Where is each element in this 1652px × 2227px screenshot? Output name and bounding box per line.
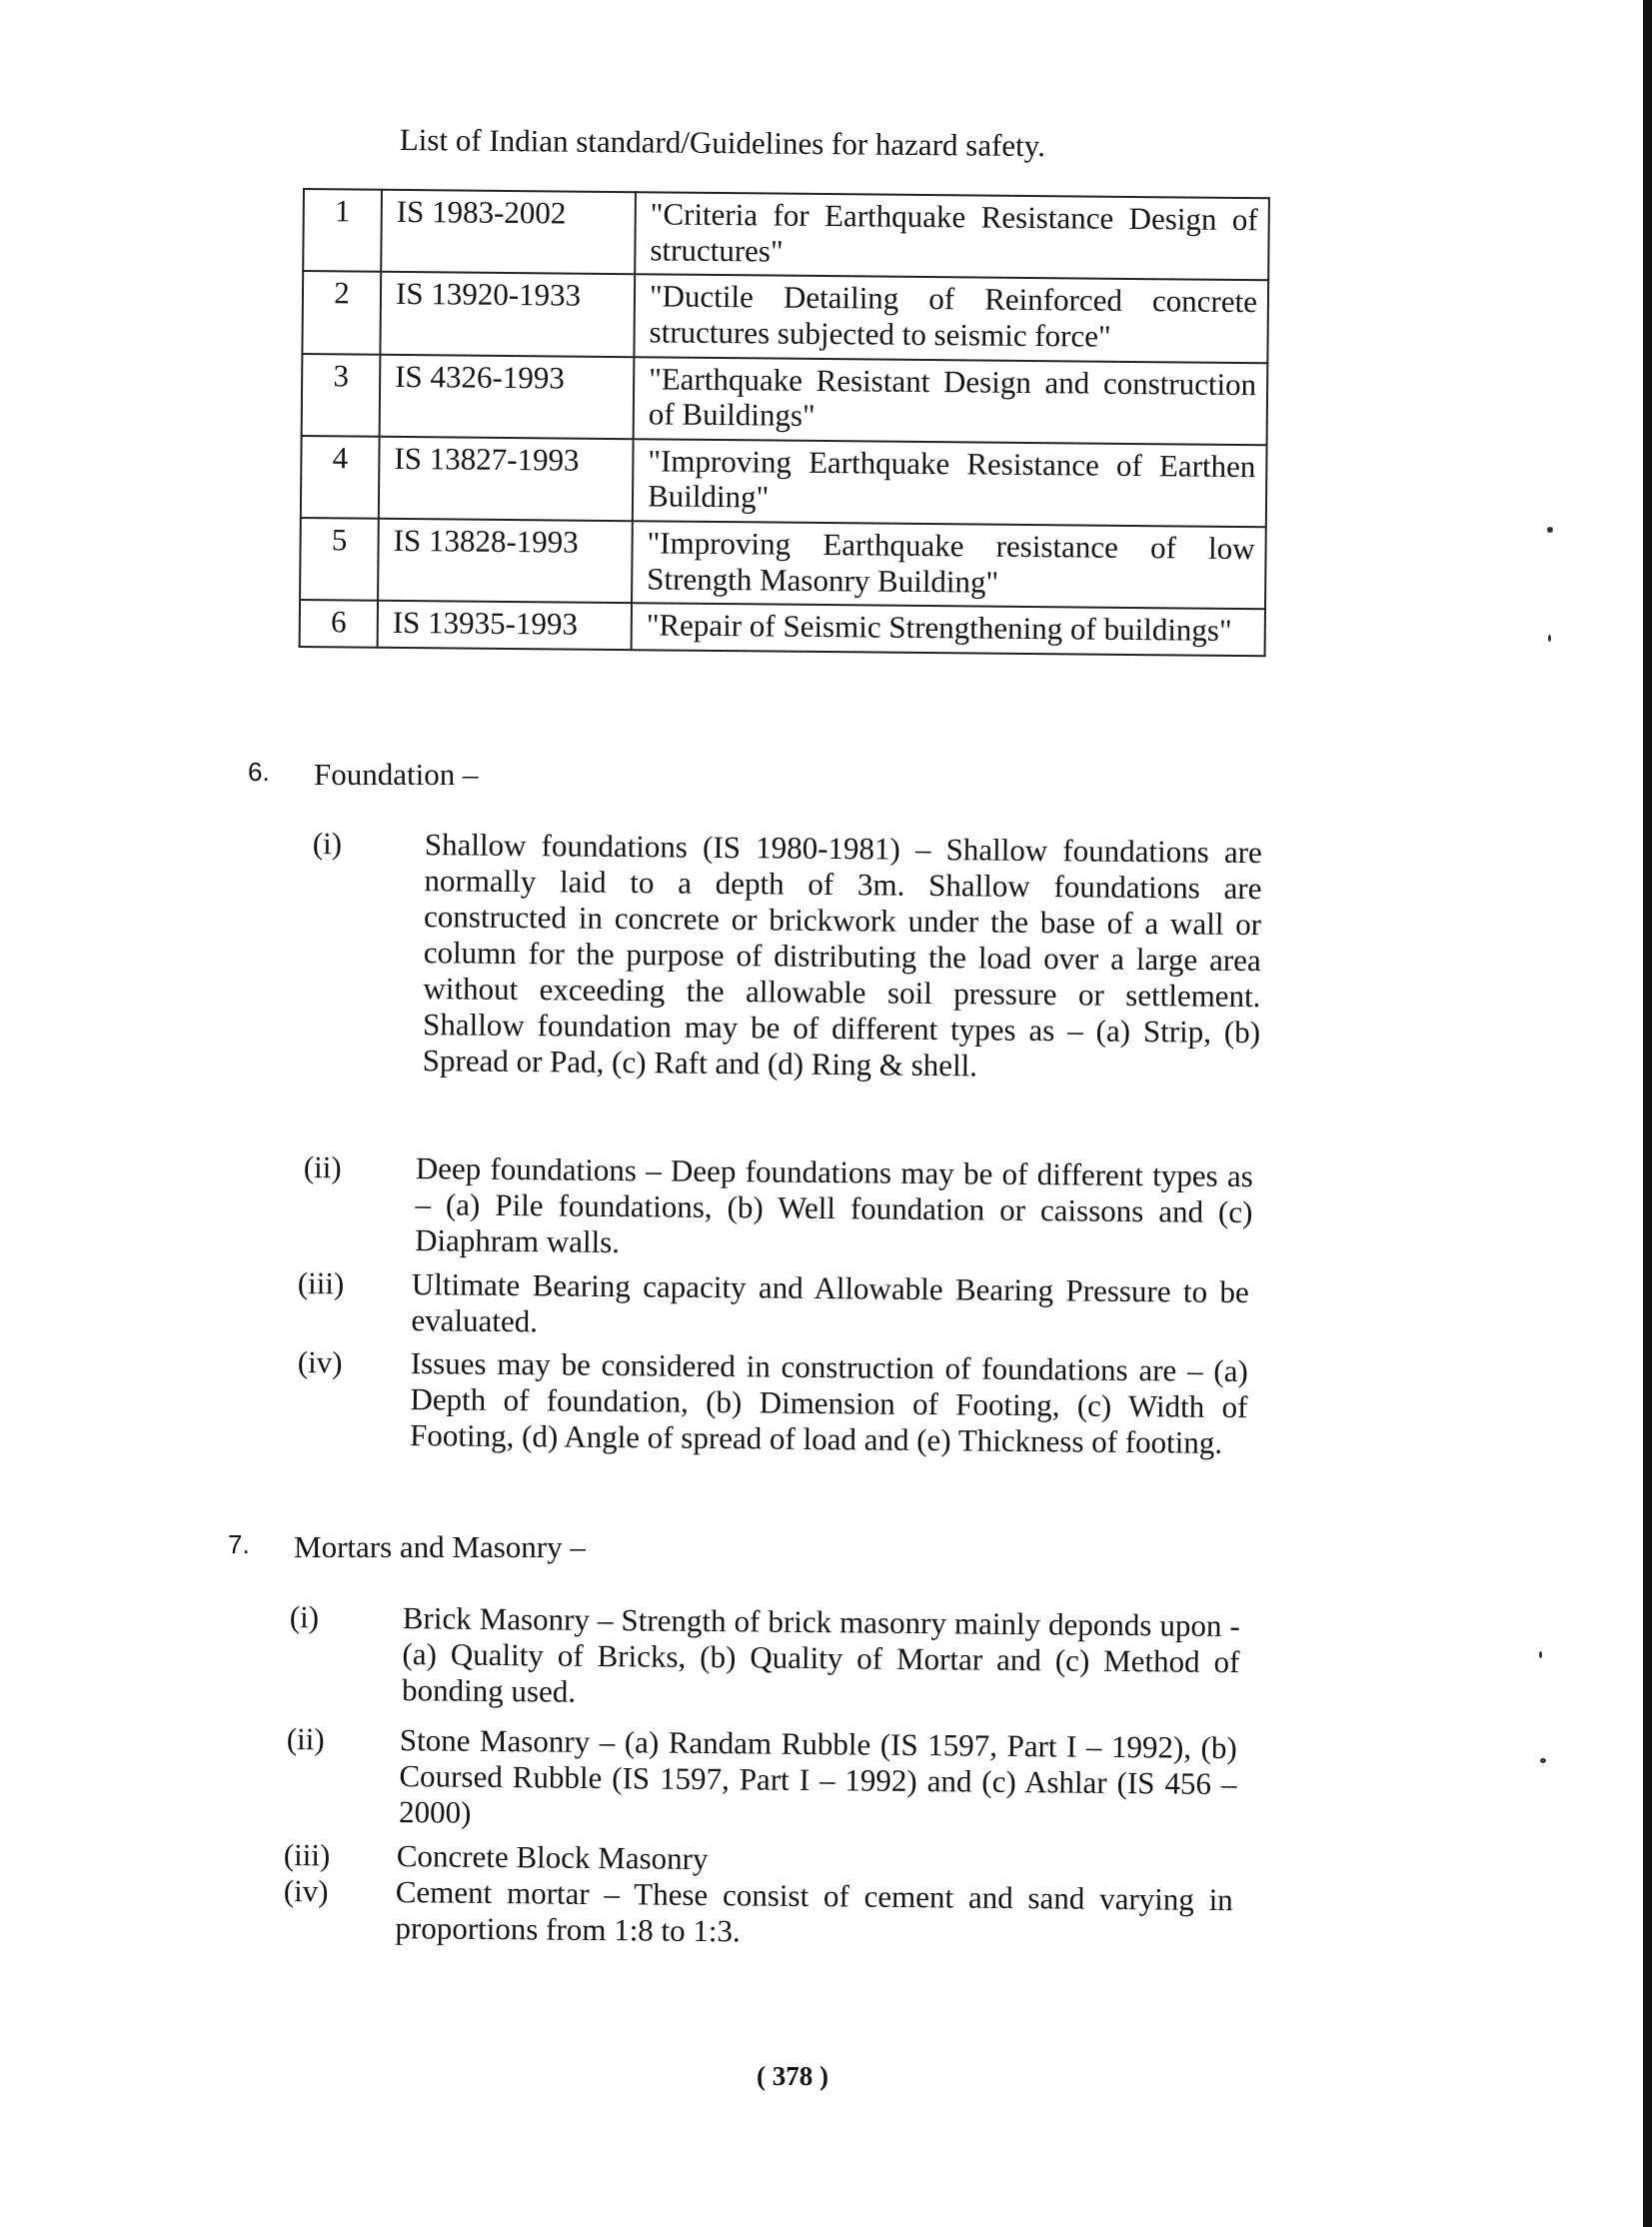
page-number: ( 378 ): [757, 2061, 828, 2091]
section-number: 7.: [228, 1529, 250, 1559]
item-text: Shallow foundations (IS 1980-1981) – Shallow foundations are normally laid to a depth of 3m. Shallow foundations are constructed in concrete or brickwork under the base of a wall or column for the purpose of distributing the load over a large area without exceeding the allowable soil pressure or settlement. Shallow foundation may be of different types as – (a) Strip, (b) Spread or Pad, (c) Raft and (d) Ring & shell.: [422, 827, 1262, 1084]
scan-edge: [1643, 0, 1652, 2227]
standard-title-cell: "Improving Earthquake Resistance of Earthen Building": [633, 439, 1267, 527]
table-row: [302, 271, 1268, 363]
item-label: (iii): [297, 1265, 345, 1301]
item-label: (ii): [286, 1721, 325, 1757]
standard-code-cell: IS 13828-1993: [378, 519, 633, 604]
table-title: List of Indian standard/Guidelines for hazard safety.: [399, 122, 1046, 164]
standard-title-cell: "Repair of Seismic Strengthening of buildings": [632, 604, 1265, 657]
item-text: Issues may be considered in construction of foundations are – (a) Depth of foundation, (b) Dimension of Footing, (c) Width of Footing, (d) Angle of spread of load and (e) Thickness of footing.: [409, 1345, 1248, 1460]
item-text: Cement mortar – These consist of cement and sand varying in proportions from 1:8 to 1:3.: [395, 1874, 1233, 1949]
item-text: Deep foundations – Deep foundations may be of different types as – (a) Pile foundations, (b) Well foundation or caissons and (c) Diaphram walls.: [414, 1150, 1253, 1260]
serial-number-cell: 4: [301, 436, 380, 519]
section-title: Mortars and Masonry –: [294, 1529, 586, 1564]
item-label: (iv): [283, 1873, 329, 1909]
standard-title-cell: "Improving Earthquake resistance of low Strength Masonry Building": [632, 521, 1266, 609]
standard-title-cell: "Ductile Detailing of Reinforced concrete structures subjected to seismic force": [634, 274, 1268, 362]
standard-code-cell: IS 13827-1993: [379, 437, 634, 522]
serial-number-cell: 5: [300, 518, 379, 601]
standard-title-cell: "Earthquake Resistant Design and construction of Buildings": [634, 357, 1268, 445]
item-label: (iv): [297, 1344, 343, 1380]
item-label: (iii): [283, 1837, 331, 1873]
item-label: (i): [289, 1599, 320, 1635]
item-text: Concrete Block Masonry: [396, 1838, 709, 1877]
standard-code-cell: IS 4326-1993: [380, 354, 635, 439]
serial-number-cell: 6: [300, 600, 378, 647]
item-text: Stone Masonry – (a) Randam Rubble (IS 1597, Part I – 1992), (b) Coursed Rubble (IS 1597, Part I – 1992) and (c) Ashlar (IS 456 – 2000): [398, 1722, 1237, 1830]
scan-speck: [1540, 1758, 1546, 1763]
section-number: 6.: [248, 757, 270, 787]
standards-table: [299, 188, 1270, 657]
scan-speck: [1547, 527, 1553, 533]
standard-code-cell: IS 13920-1933: [380, 272, 635, 357]
item-text: Brick Masonry – Strength of brick masonry mainly deponds upon - (a) Quality of Bricks, (b) Quality of Mortar and (c) Method of bonding used.: [401, 1600, 1240, 1709]
table-row: [302, 354, 1268, 446]
table-row: [300, 600, 1265, 656]
table-row: [303, 189, 1269, 281]
serial-number-cell: 2: [302, 271, 381, 354]
standard-code-cell: IS 1983-2002: [381, 190, 636, 275]
serial-number-cell: 1: [303, 189, 382, 272]
item-label: (i): [312, 826, 343, 862]
standard-code-cell: IS 13935-1993: [378, 601, 632, 650]
table-row: [301, 436, 1267, 528]
section-title: Foundation –: [314, 757, 479, 792]
table-row: [300, 518, 1266, 610]
standard-title-cell: "Criteria for Earthquake Resistance Design of structures": [635, 192, 1269, 280]
scan-speck: [1548, 635, 1551, 642]
serial-number-cell: 3: [302, 354, 381, 437]
item-label: (ii): [303, 1149, 342, 1185]
item-text: Ultimate Bearing capacity and Allowable Bearing Pressure to be evaluated.: [411, 1266, 1249, 1339]
scan-speck: [1539, 1651, 1542, 1658]
